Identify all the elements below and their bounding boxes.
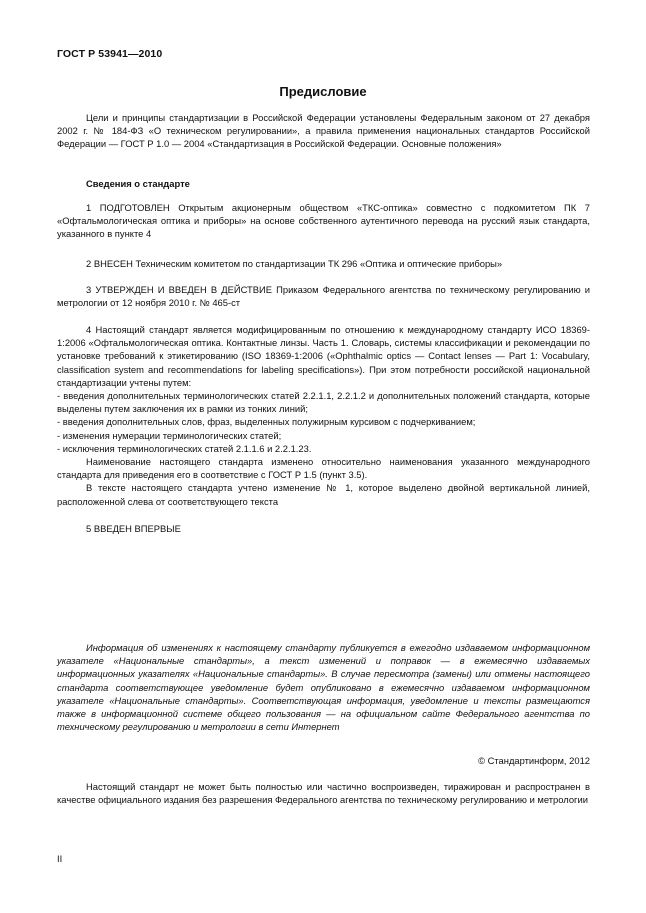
item-2 <box>57 257 590 270</box>
item-4-bullet: - исключения терминологических статей 2.1.1.6 и 2.2.1.23. <box>57 442 312 454</box>
reproduction-notice-block <box>57 780 590 806</box>
intro-paragraph: Цели и принципы стандартизации в Российской Федерации установлены Федеральным законом от 27 декабря 2002 г. № 184-ФЗ «О техническом регулировании», а правила применения национальных стандартов Российской Федерации — ГОСТ Р 1.0 — 2004 «Стандартизация в Российской Федерации. Основные положения» <box>57 112 590 150</box>
item-4-intro: 4 Настоящий стандарт является модифицированным по отношению к международному стандарту ИСО 18369-1:2006 «Офтальмологическая оптика. Контактные линзы. Часть 1. Словарь, системы классификации и рекомендации по установке требований к этикетированию (ISO 18369-1:2006 («Ophthalmic optics — Contact lenses — Part 1: Vocabulary, classification system and recommendations for labeling specifications»). При этом потребности российской национальной стандартизации учтены путем: <box>57 324 590 388</box>
page-title: Предисловие <box>279 84 367 99</box>
page-number: II <box>57 853 63 864</box>
section-heading-block <box>57 177 590 190</box>
item-2-text: 2 ВНЕСЕН Техническим комитетом по стандартизации ТК 296 «Оптика и оптические приборы» <box>86 258 503 269</box>
item-4-amendment: В тексте настоящего стандарта учтено изменение № 1, которое выделено двойной вертикальной линией, расположенной слева от соответствующего текста <box>57 482 590 507</box>
document-header: ГОСТ Р 53941—2010 <box>57 48 163 60</box>
item-3 <box>57 283 590 309</box>
item-5-text: 5 ВВЕДЕН ВПЕРВЫЕ <box>86 523 181 534</box>
copyright: © Стандартинформ, 2012 <box>478 755 590 766</box>
reproduction-notice: Настоящий стандарт не может быть полностью или частично воспроизведен, тиражирован и распространен в качестве официального издания без разрешения Федерального агентства по техническому регулированию и метрологии <box>57 781 590 806</box>
info-notice-block <box>57 641 590 733</box>
item-5 <box>57 522 590 535</box>
item-4-name-change: Наименование настоящего стандарта изменено относительно наименования указанного международного стандарта для приведения его в соответствие с ГОСТ Р 1.5 (пункт 3.5). <box>57 456 590 481</box>
info-notice: Информация об изменениях к настоящему стандарту публикуется в ежегодно издаваемом информационном указателе «Национальные стандарты», а текст изменений и поправок — в ежемесячно издаваемых информационных указателях «Национальные стандарты». В случае пересмотра (замены) или отмены настоящего стандарта соответствующее уведомление будет опубликовано в ежемесячно издаваемом информационном указателе «Национальные стандарты». Соответствующая информация, уведомление и тексты размещаются также в информационной системе общего пользования — на официальном сайте Федерального агентства по техническому регулированию и метрологии в сети Интернет <box>57 642 590 733</box>
section-heading: Сведения о стандарте <box>86 178 190 189</box>
item-1 <box>57 201 590 241</box>
item-4-bullet: - изменения нумерации терминологических статей; <box>57 429 282 441</box>
item-4-bullet: - введения дополнительных слов, фраз, выделенных полужирным курсивом с подчеркиванием; <box>57 416 476 428</box>
preface-intro <box>57 111 590 151</box>
copyright-block <box>57 754 590 767</box>
item-1-text: 1 ПОДГОТОВЛЕН Открытым акционерным обществом «ТКС-оптика» совместно с подкомитетом ПК 7 «Офтальмологическая оптика и приборы» на основе собственного аутентичного перевода на русский язык стандарта, указанного в пункте 4 <box>57 202 590 240</box>
item-3-text: 3 УТВЕРЖДЕН И ВВЕДЕН В ДЕЙСТВИЕ Приказом Федерального агентства по техническому регулированию и метрологии от 12 ноября 2010 г. № 465-ст <box>57 284 590 309</box>
item-4-bullet: - введения дополнительных терминологических статей 2.2.1.1, 2.2.1.2 и дополнительных положений стандарта, которые выделены путем заключения их в рамки из тонких линий; <box>57 390 590 415</box>
item-4 <box>57 323 590 508</box>
